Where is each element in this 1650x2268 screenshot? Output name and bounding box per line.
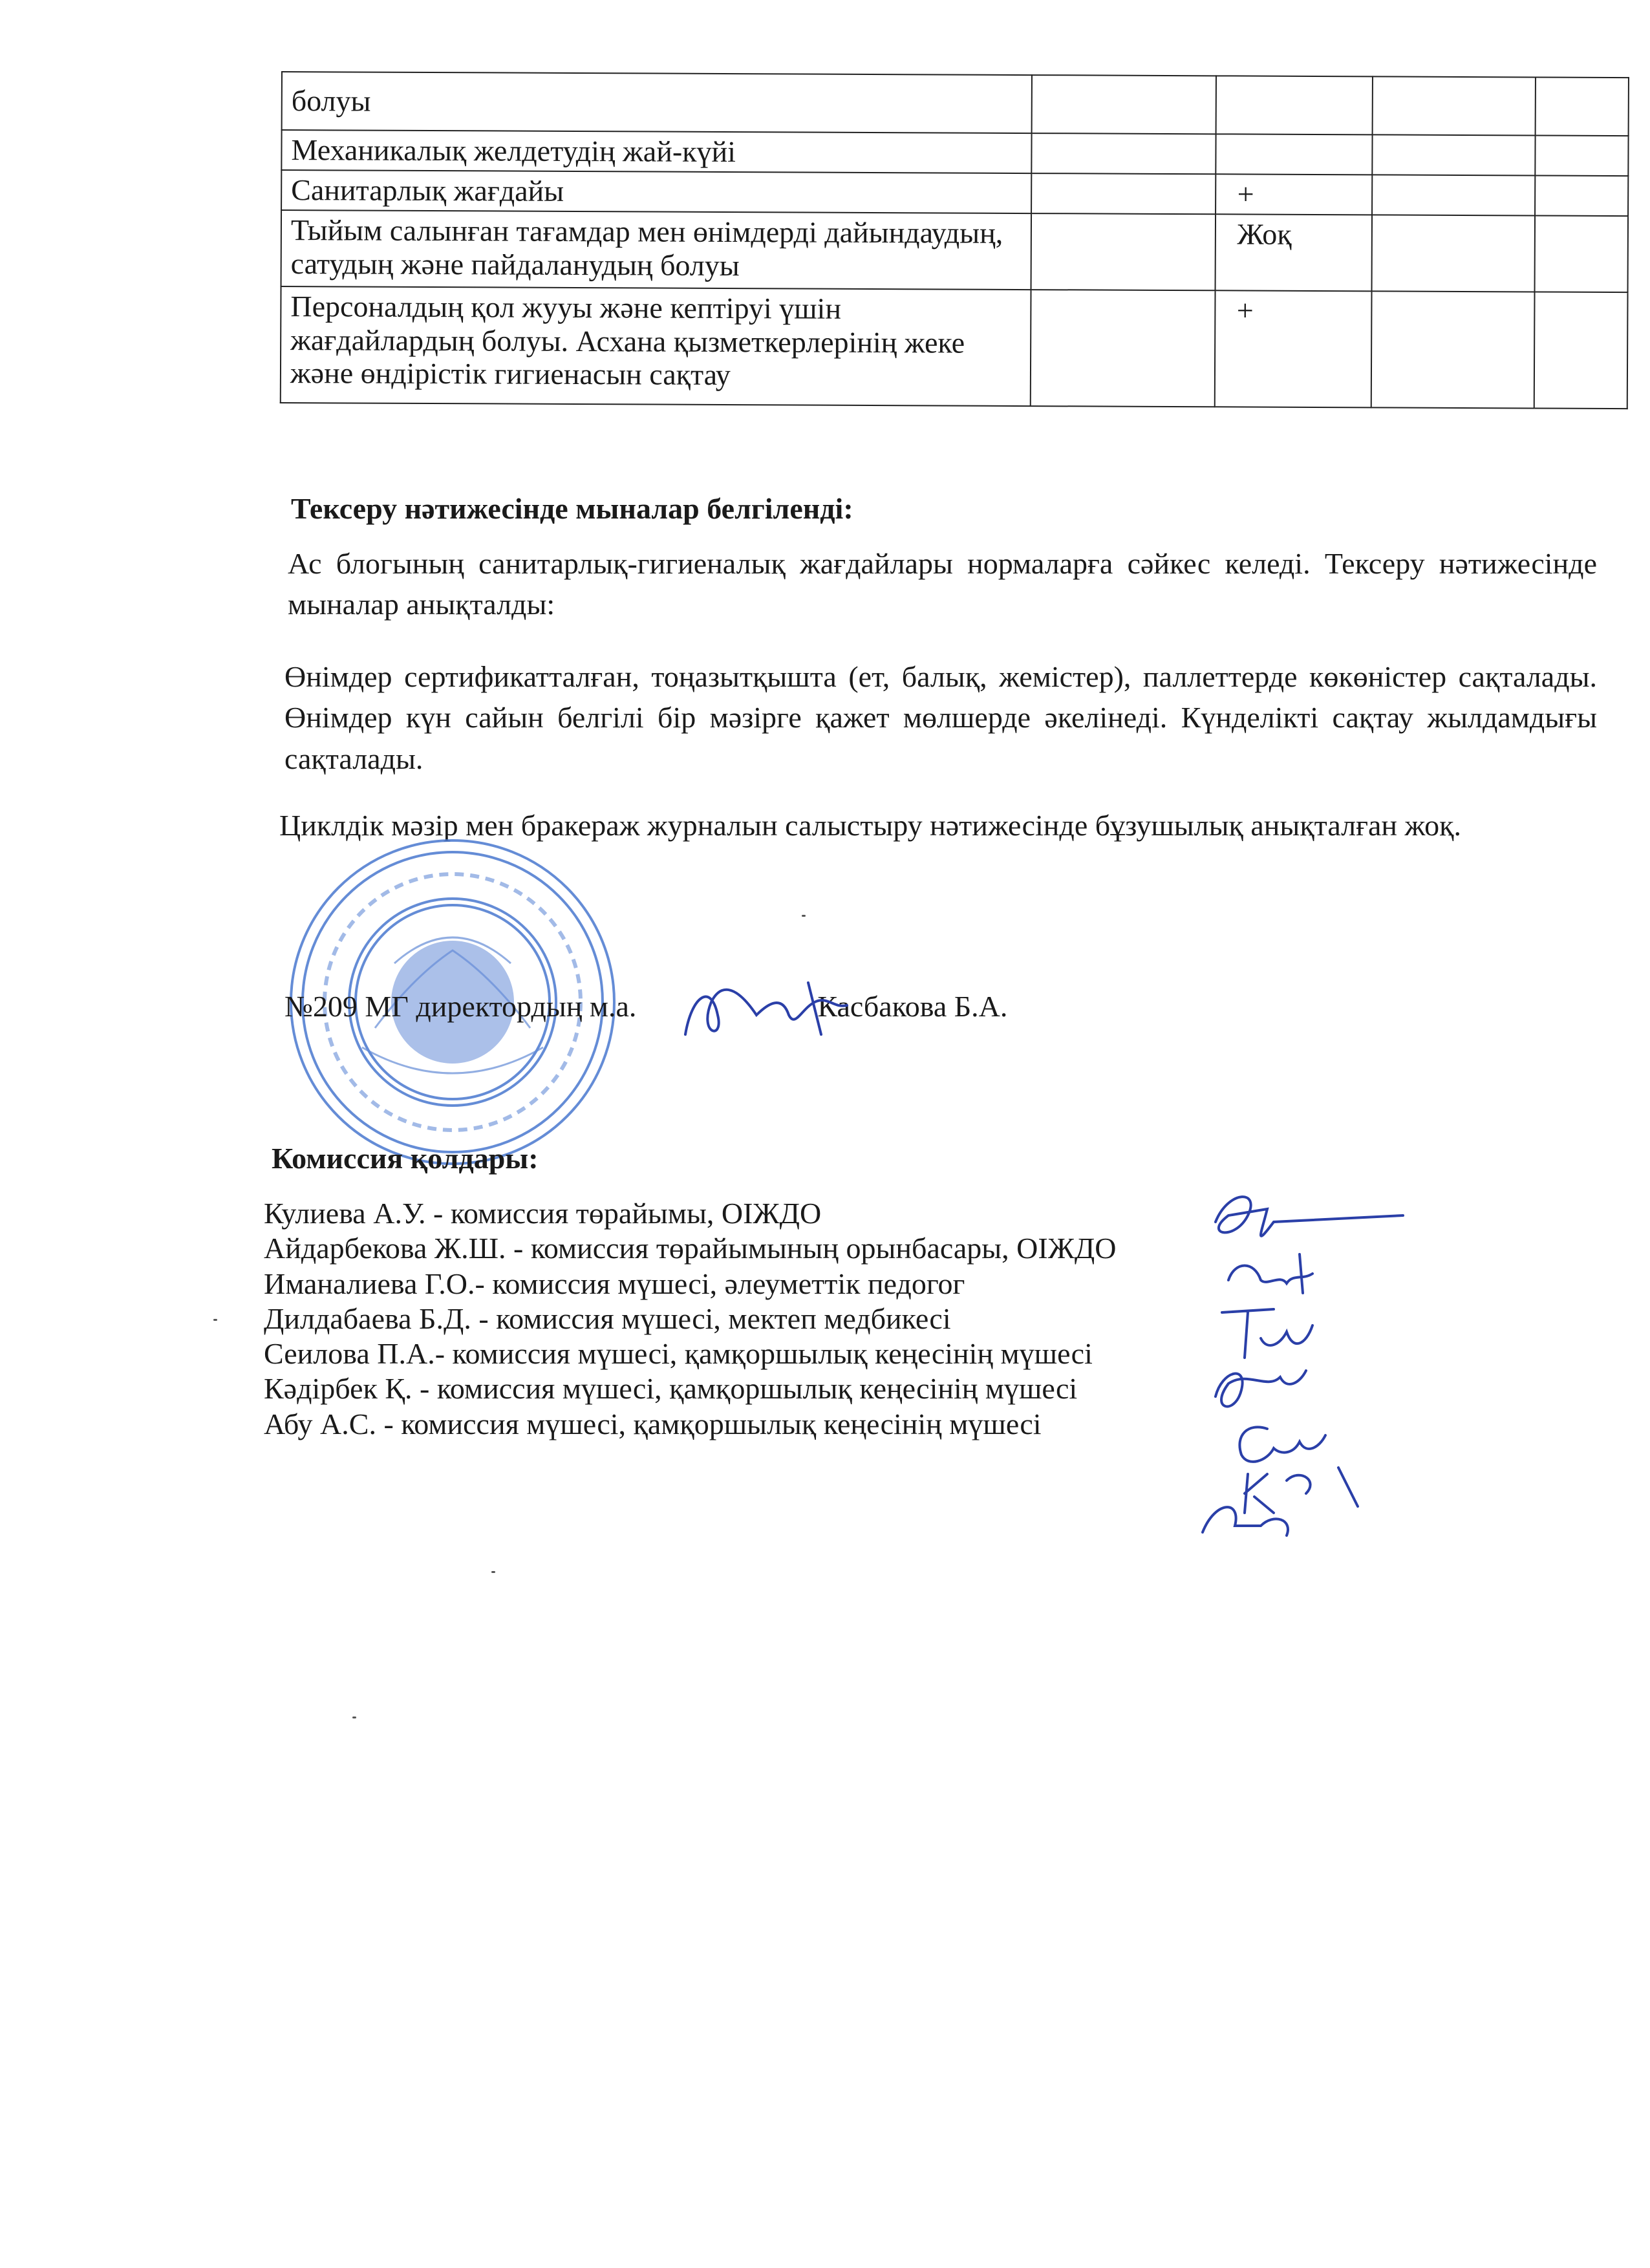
empty-cell	[1371, 291, 1535, 408]
empty-cell	[1536, 77, 1629, 136]
mark-cell: Жоқ	[1216, 214, 1372, 291]
list-item: Кәдірбек Қ. - комиссия мүшесі, қамқоршылық кеңесінің мүшесі	[264, 1372, 1078, 1406]
empty-cell	[1536, 135, 1629, 176]
commission-members-list	[264, 1196, 1117, 1442]
commission-heading: Комиссия қолдары:	[272, 1142, 539, 1175]
findings-paragraph: Циклдік мәзір мен бракераж журналын салыстыру нәтижесінде бұзушылық анықталған жоқ.	[279, 809, 1462, 842]
inspection-table	[280, 71, 1629, 409]
findings-paragraph: Өнімдер сертификатталған, тоңазытқышта (ет, балық, жемістер), паллеттерде көкөністер сақталады. Өнімдер күн сайын белгілі бір мәзірге қажет мөлшерде әкелінеді. Күнделікті сақтау жылдамдығы сақталады.	[284, 660, 1597, 775]
director-signature	[672, 957, 866, 1054]
table-row	[281, 286, 1628, 409]
scan-speck	[491, 1571, 495, 1573]
criterion-cell: Санитарлық жағдайы	[281, 170, 1031, 213]
empty-cell	[1373, 134, 1536, 175]
list-item: Иманалиева Г.О.- комиссия мүшесі, әлеуметтік педогог	[264, 1267, 965, 1300]
list-item: Дилдабаева Б.Д. - комиссия мүшесі, мектеп медбикесі	[264, 1301, 951, 1335]
empty-cell	[1031, 173, 1216, 214]
table-row	[281, 130, 1628, 176]
empty-cell	[1031, 290, 1216, 407]
table-row	[281, 170, 1628, 216]
empty-cell	[1535, 215, 1628, 292]
empty-cell	[1373, 76, 1536, 135]
director-title: №209 МГ директордың м.а.	[284, 990, 637, 1023]
empty-cell	[1535, 175, 1628, 216]
list-item: Айдарбекова Ж.Ш. - комиссия төрайымының орынбасары, ОІЖДО	[264, 1232, 1117, 1265]
empty-cell	[1534, 292, 1627, 409]
commission-signatures	[1190, 1177, 1422, 1539]
empty-cell	[1372, 175, 1536, 215]
list-item: Кулиева А.У. - комиссия төрайымы, ОІЖДО	[264, 1197, 822, 1230]
scan-speck	[352, 1717, 356, 1718]
director-name: Касбакова Б.А.	[817, 990, 1008, 1023]
scan-speck	[213, 1319, 217, 1321]
scan-speck	[802, 915, 806, 917]
mark-cell: +	[1216, 174, 1373, 215]
empty-cell	[1372, 215, 1536, 292]
criterion-cell: Механикалық желдетудің жай-күйі	[281, 130, 1031, 173]
criterion-cell: Тыйым салынған тағамдар мен өнімдерді дайындаудың, сатудың және пайдаланудың болуы	[281, 210, 1032, 290]
findings-paragraph: Ас блогының санитарлық-гигиеналық жағдайлары нормаларға сәйкес келеді. Тексеру нәтижесінде мыналар анықталды:	[288, 547, 1597, 621]
empty-cell	[1031, 133, 1216, 174]
criterion-cell: Персоналдың қол жууы және кептіруі үшін жағдайлардың болуы. Асхана қызметкерлерінің жеке және өндірістік гигиенасын сақтау	[281, 286, 1031, 406]
empty-cell	[1031, 213, 1216, 290]
empty-cell	[1032, 75, 1217, 134]
table-row	[281, 210, 1628, 292]
findings-heading: Тексеру нәтижесінде мыналар белгіленді:	[291, 492, 853, 525]
mark-cell	[1216, 76, 1373, 134]
director-signature-line	[284, 986, 1007, 1027]
mark-cell: +	[1215, 290, 1372, 407]
criterion-cell: болуы	[282, 72, 1032, 133]
mark-cell	[1216, 134, 1373, 175]
table-row	[282, 72, 1629, 136]
list-item: Сеилова П.А.- комиссия мүшесі, қамқоршылық кеңесінің мүшесі	[264, 1337, 1093, 1371]
list-item: Абу А.С. - комиссия мүшесі, қамқоршылық кеңесінің мүшесі	[264, 1407, 1042, 1440]
